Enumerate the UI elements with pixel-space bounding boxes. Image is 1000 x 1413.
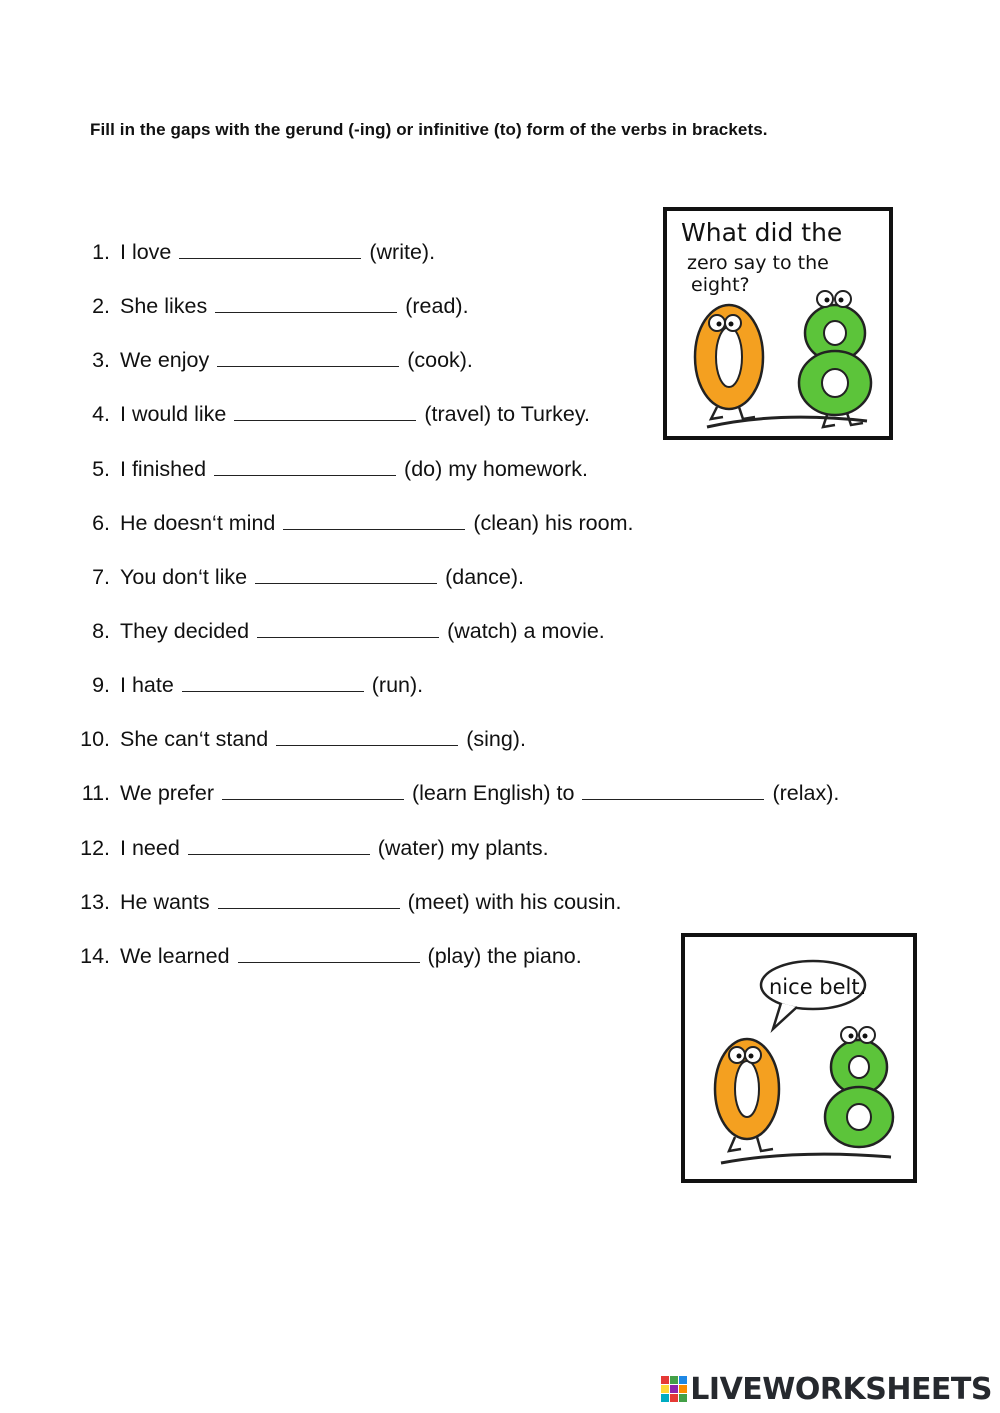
question-number: 10. [80,727,110,751]
question-text-after: (write). [369,240,436,264]
question-text-before: They decided [120,619,250,643]
answer-blank[interactable] [276,726,458,746]
answer-blank[interactable] [215,293,397,313]
question-text-after: (clean) his room. [473,511,634,535]
question-number: 7. [92,565,110,589]
question-text-after: (relax). [772,781,840,805]
comic-caption-line3: eight? [691,274,750,296]
question-text-before: I need [120,836,180,860]
question-text-before: She can‘t stand [120,727,269,751]
zero-character [695,305,763,419]
answer-blank[interactable] [257,618,439,638]
question-text-before: We enjoy [120,348,210,372]
question-number: 2. [92,294,110,318]
question-text-after: (water) my plants. [377,836,549,860]
answer-blank[interactable] [234,401,416,421]
question-item [60,834,660,862]
question-text-before: She likes [120,294,208,318]
speech-text: nice belt. [769,975,867,999]
question-text-after: (play) the piano. [427,944,582,968]
question-item [60,888,660,916]
answer-blank[interactable] [217,347,399,367]
question-text-after: (dance). [445,565,524,589]
question-text-after: (meet) with his cousin. [407,890,622,914]
question-text-after: (watch) a movie. [447,619,605,643]
logo-text: LIVEWORKSHEETS [690,1371,992,1407]
question-number: 6. [92,511,110,535]
eight-character [799,291,871,427]
question-item [60,292,660,320]
question-item [60,617,660,645]
answer-blank[interactable] [179,239,361,259]
question-item [60,455,660,483]
question-number: 13. [80,890,110,914]
question-item [60,563,660,591]
answer-blank[interactable] [188,835,370,855]
answer-blank[interactable] [238,943,420,963]
question-number: 8. [92,619,110,643]
question-text-before: He doesn‘t mind [120,511,276,535]
question-text-after: (run). [371,673,424,697]
eight-character [825,1027,893,1147]
question-text-after: (sing). [466,727,526,751]
comic-bottom [681,933,917,1183]
question-text-after: (travel) to Turkey. [424,402,590,426]
question-item [60,509,660,537]
comic-bottom-illustration [685,937,913,1179]
question-text-after: (cook). [407,348,473,372]
answer-blank[interactable] [182,672,364,692]
comic-caption-line2: zero say to the [687,252,829,274]
question-number: 3. [92,348,110,372]
question-number: 14. [80,944,110,968]
question-text-middle: (learn English) to [411,781,575,805]
logo-tiles-icon [661,1376,687,1402]
answer-blank[interactable] [255,564,437,584]
instructions: Fill in the gaps with the gerund (-ing) or infinitive (to) form of the verbs in brackets. [90,120,768,139]
question-text-before: We prefer [120,781,214,805]
question-number: 9. [92,673,110,697]
question-text-before: I would like [120,402,227,426]
answer-blank[interactable] [214,456,396,476]
zero-character [715,1039,779,1151]
question-item [60,238,660,266]
question-item [60,779,840,807]
question-text-before: You don‘t like [120,565,248,589]
question-text-after: (read). [405,294,469,318]
comic-caption-line1: What did the [681,218,843,247]
question-number: 4. [92,402,110,426]
question-text-before: He wants [120,890,210,914]
answer-blank[interactable] [218,889,400,909]
question-number: 5. [92,457,110,481]
comic-top-illustration [667,211,889,436]
question-text-after: (do) my homework. [404,457,589,481]
answer-blank[interactable] [222,780,404,800]
question-number: 11. [81,781,110,805]
question-item [60,346,660,374]
liveworksheets-logo [661,1371,992,1407]
question-item [60,400,660,428]
question-text-before: I love [120,240,172,264]
question-item [60,725,660,753]
question-item [60,942,660,970]
question-text-before: I finished [120,457,207,481]
comic-top [663,207,893,440]
answer-blank[interactable] [283,510,465,530]
answer-blank[interactable] [582,780,764,800]
question-text-before: I hate [120,673,174,697]
question-text-before: We learned [120,944,230,968]
speech-bubble [761,961,866,1029]
question-number: 1. [92,240,110,264]
question-item [60,671,660,699]
question-number: 12. [80,836,110,860]
